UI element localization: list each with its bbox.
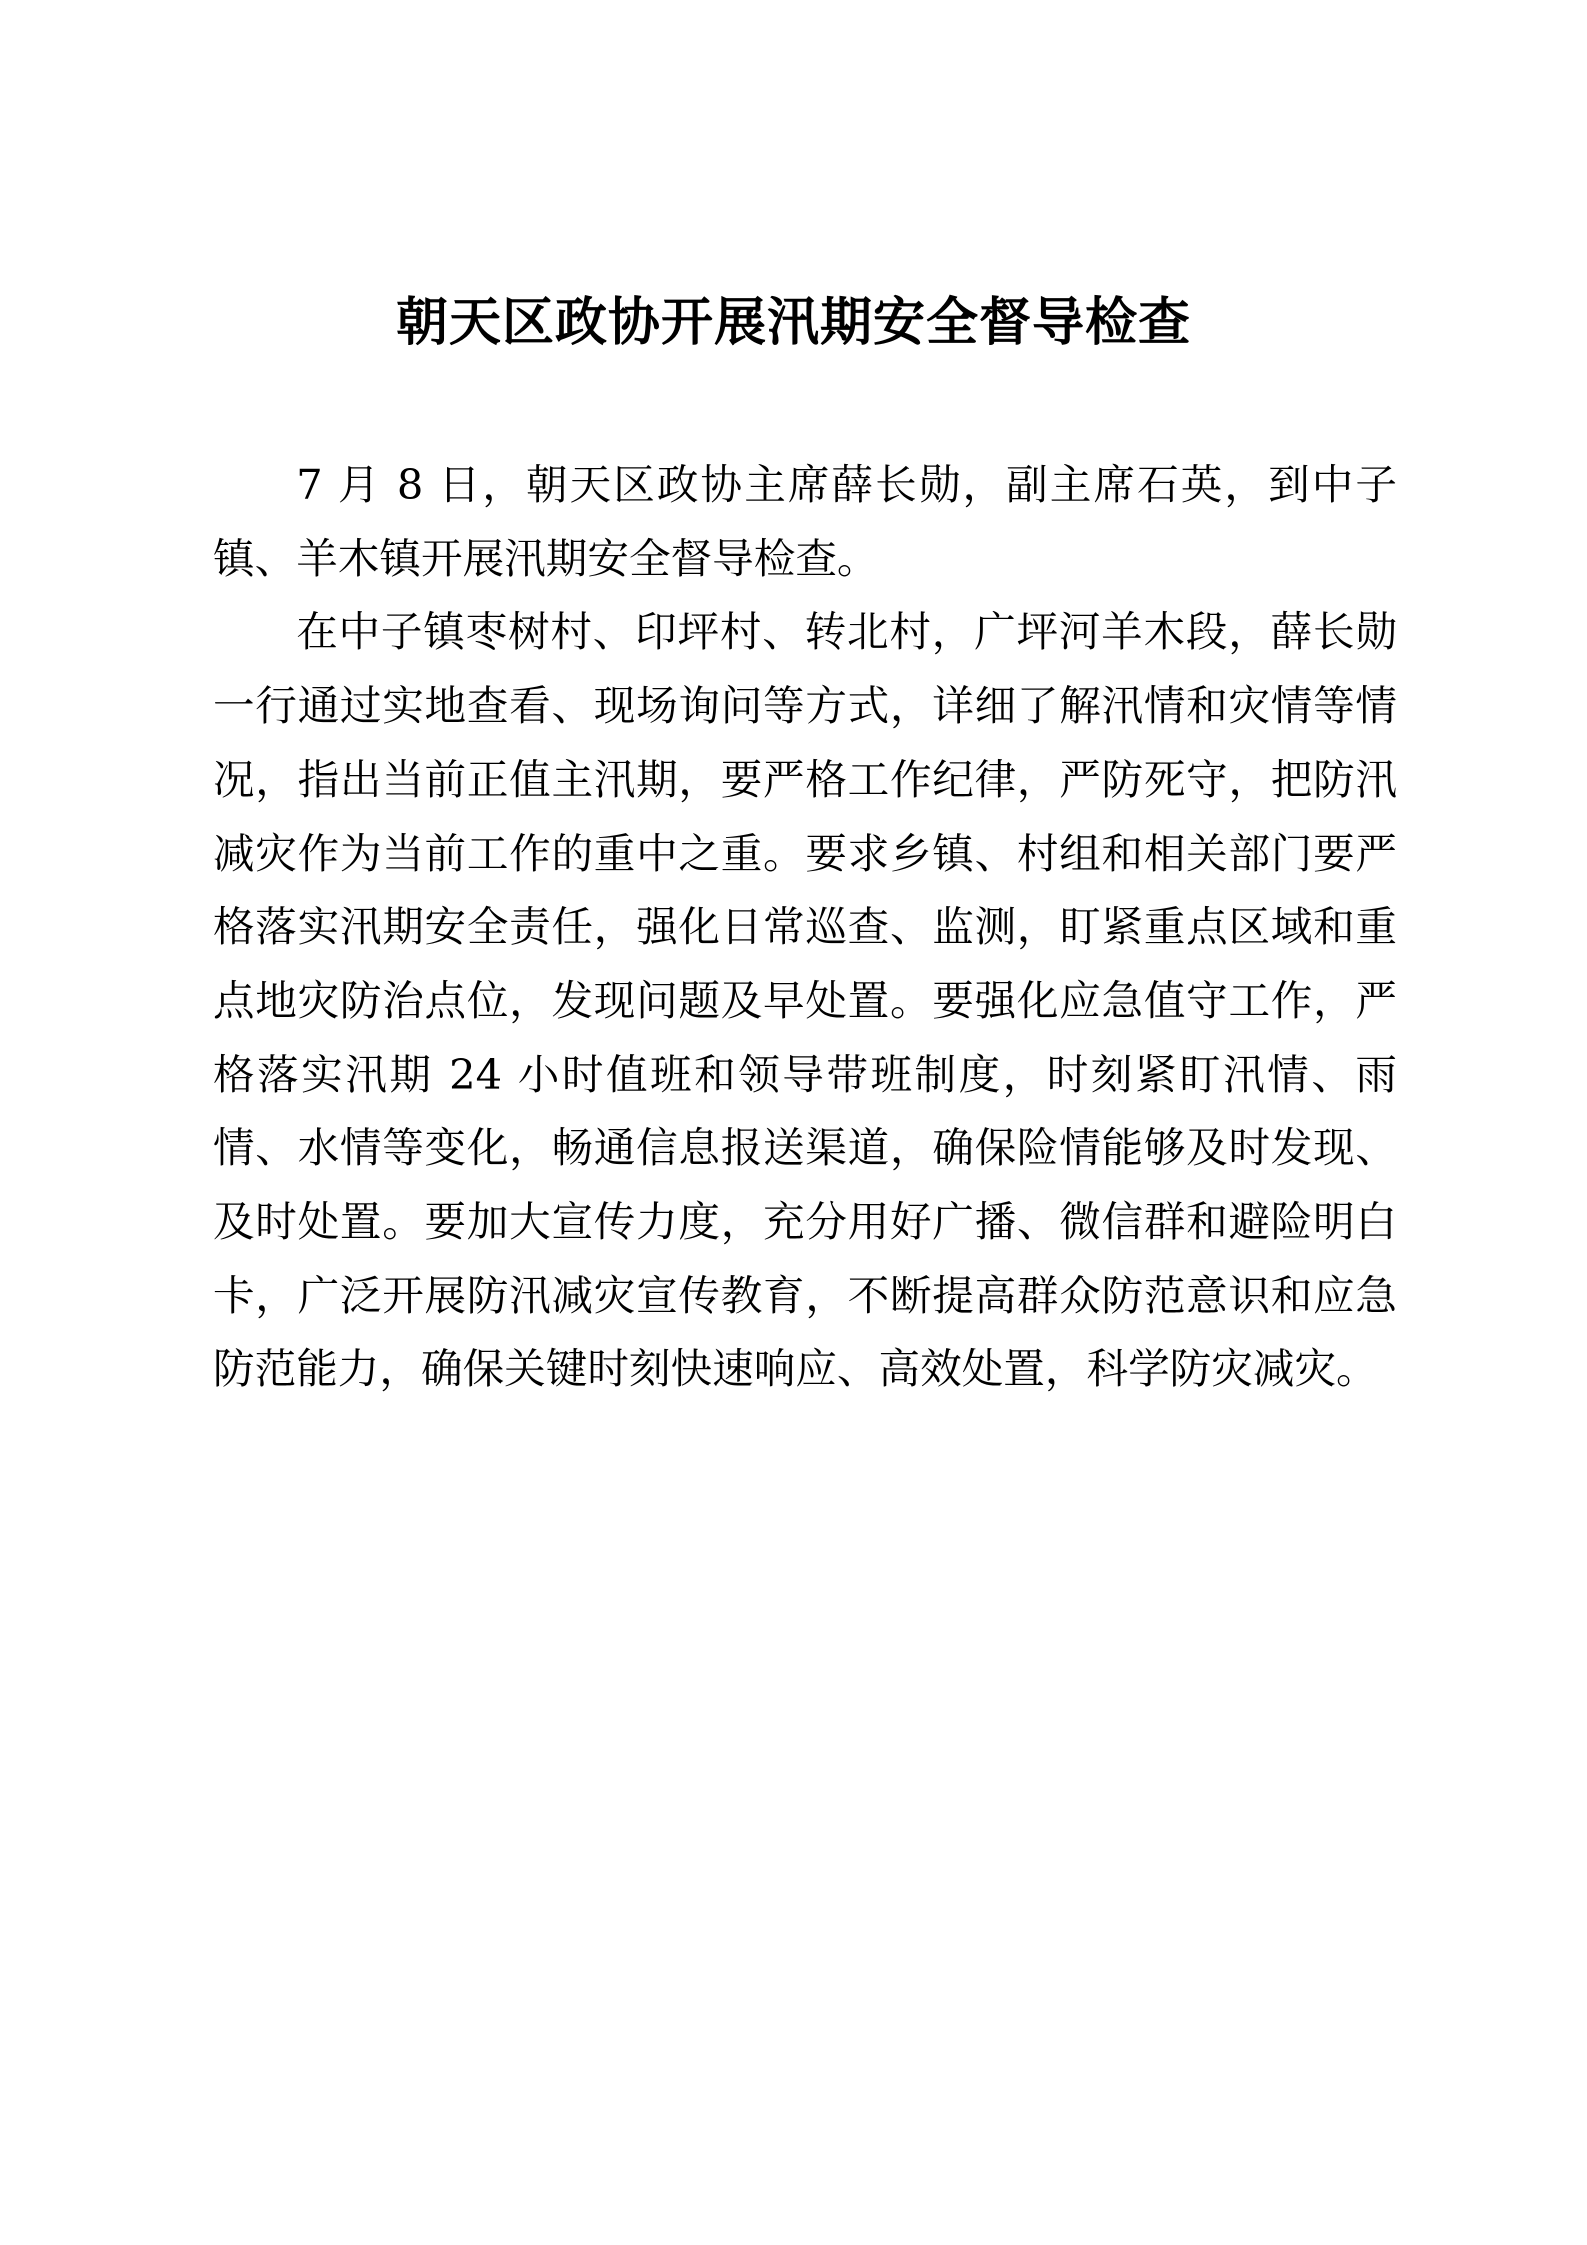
document-body — [213, 448, 1397, 1406]
paragraph-1: 7 月 8 日，朝天区政协主席薛长勋，副主席石英，到中子镇、羊木镇开展汛期安全督导检查。 — [213, 460, 1397, 583]
document-title: 朝天区政协开展汛期安全督导检查 — [395, 292, 1191, 353]
paragraph-2: 在中子镇枣树村、印坪村、转北村，广坪河羊木段，薛长勋一行通过实地查看、现场询问等方式，详细了解汛情和灾情等情况，指出当前正值主汛期，要严格工作纪律，严防死守，把防汛减灾作为当前工作的重中之重。要求乡镇、村组和相关部门要严格落实汛期安全责任，强化日常巡查、监测，盯紧重点区域和重点地灾防治点位，发现问题及早处置。要强化应急值守工作，严格落实汛期 24 小时值班和领导带班制度，时刻紧盯汛情、雨情、水情等变化，畅通信息报送渠道，确保险情能够及时发现、及时处置。要加大宣传力度，充分用好广播、微信群和避险明白卡，广泛开展防汛减灾宣传教育，不断提高群众防范意识和应急防范能力，确保关键时刻快速响应、高效处置，科学防灾减灾。 — [213, 607, 1397, 1394]
